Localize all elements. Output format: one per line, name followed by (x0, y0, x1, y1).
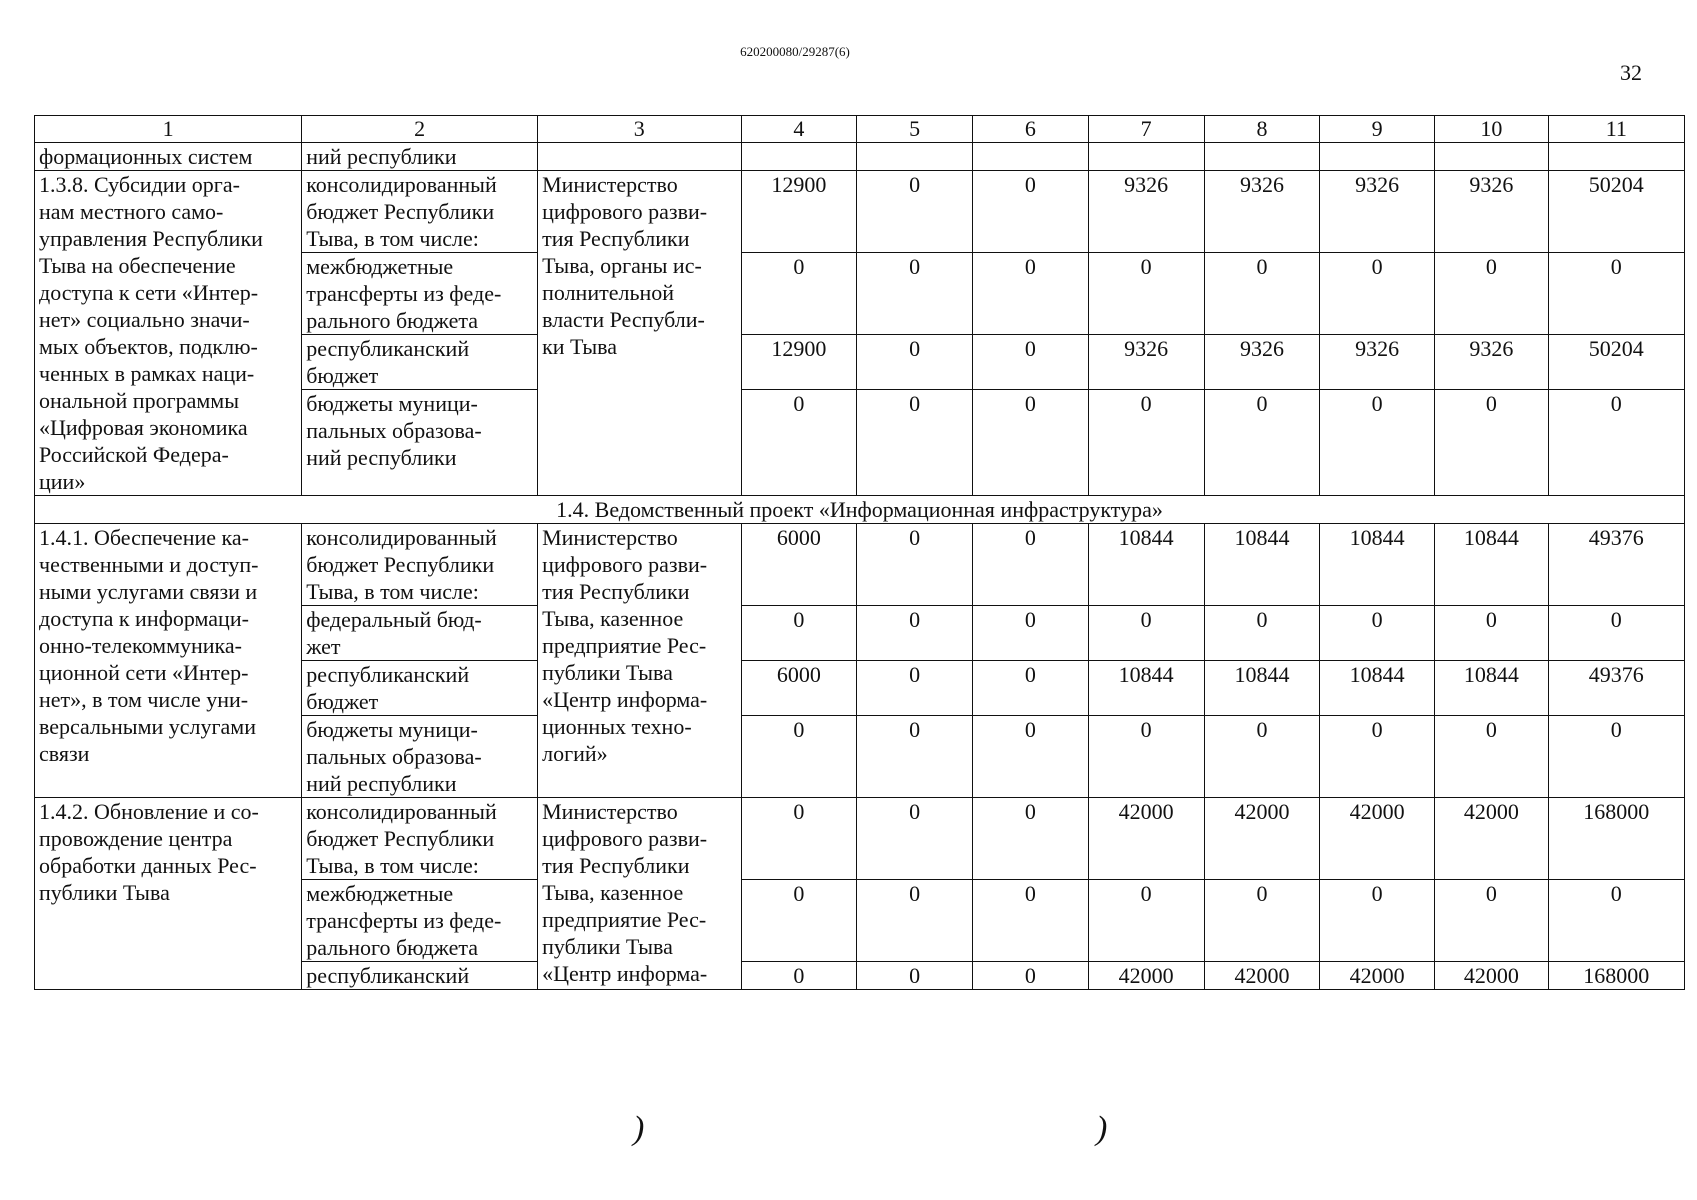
value-cell: 0 (741, 798, 857, 880)
value-cell: 0 (741, 253, 857, 335)
funding-source: республиканский (302, 962, 538, 990)
table-row (35, 171, 1685, 253)
value-cell: 42000 (1088, 798, 1204, 880)
empty-cell (973, 143, 1089, 171)
value-cell: 6000 (741, 661, 857, 716)
value-cell: 0 (1204, 390, 1320, 496)
value-cell: 168000 (1548, 962, 1684, 990)
value-cell: 9326 (1435, 171, 1549, 253)
value-cell: 12900 (741, 171, 857, 253)
value-cell: 42000 (1204, 962, 1320, 990)
value-cell: 42000 (1320, 962, 1435, 990)
value-cell: 10844 (1435, 524, 1549, 606)
value-cell: 0 (1435, 390, 1549, 496)
value-cell: 0 (1548, 606, 1684, 661)
continued-cell: формационных систем (35, 143, 302, 171)
column-header: 5 (857, 116, 973, 143)
column-header: 10 (1435, 116, 1549, 143)
column-header: 2 (302, 116, 538, 143)
value-cell: 0 (973, 524, 1089, 606)
empty-cell (1204, 143, 1320, 171)
value-cell: 10844 (1204, 661, 1320, 716)
value-cell: 0 (973, 171, 1089, 253)
funding-source: федеральный бюд- жет (302, 606, 538, 661)
value-cell: 0 (1435, 880, 1549, 962)
empty-cell (857, 143, 973, 171)
value-cell: 0 (1088, 606, 1204, 661)
value-cell: 9326 (1435, 335, 1549, 390)
value-cell: 0 (1435, 606, 1549, 661)
value-cell: 0 (857, 798, 973, 880)
funding-source: республиканский бюджет (302, 335, 538, 390)
funding-source: консолидированный бюджет Республики Тыва, в том числе: (302, 524, 538, 606)
scan-mark: ) (1096, 1110, 1108, 1147)
value-cell: 9326 (1204, 335, 1320, 390)
value-cell: 6000 (741, 524, 857, 606)
value-cell: 0 (857, 716, 973, 798)
value-cell: 42000 (1204, 798, 1320, 880)
value-cell: 0 (973, 880, 1089, 962)
value-cell: 50204 (1548, 335, 1684, 390)
value-cell: 0 (1204, 716, 1320, 798)
value-cell: 0 (1548, 390, 1684, 496)
value-cell: 0 (857, 253, 973, 335)
value-cell: 0 (857, 171, 973, 253)
value-cell: 0 (1548, 716, 1684, 798)
funding-source: бюджеты муници- пальных образова- ний республики (302, 716, 538, 798)
empty-cell (1435, 143, 1549, 171)
value-cell: 42000 (1320, 798, 1435, 880)
value-cell: 10844 (1088, 524, 1204, 606)
value-cell: 0 (973, 606, 1089, 661)
value-cell: 0 (1435, 253, 1549, 335)
column-header: 1 (35, 116, 302, 143)
scan-mark: ) (633, 1110, 645, 1147)
funding-source: консолидированный бюджет Республики Тыва, в том числе: (302, 798, 538, 880)
value-cell: 0 (1088, 253, 1204, 335)
value-cell: 0 (1088, 880, 1204, 962)
value-cell: 0 (1435, 716, 1549, 798)
value-cell: 0 (857, 962, 973, 990)
executor: Министерство цифрового разви- тия Республики Тыва, органы ис- полнительной власти Республи- ки Тыва (538, 171, 741, 496)
value-cell: 9326 (1320, 335, 1435, 390)
continued-row (35, 143, 1685, 171)
value-cell: 9326 (1204, 171, 1320, 253)
value-cell: 9326 (1088, 335, 1204, 390)
value-cell: 0 (1320, 390, 1435, 496)
funding-source: межбюджетные трансферты из феде- рального бюджета (302, 253, 538, 335)
value-cell: 0 (857, 661, 973, 716)
value-cell: 0 (973, 962, 1089, 990)
value-cell: 42000 (1088, 962, 1204, 990)
column-header: 9 (1320, 116, 1435, 143)
funding-source: республиканский бюджет (302, 661, 538, 716)
funding-source: консолидированный бюджет Республики Тыва, в том числе: (302, 171, 538, 253)
value-cell: 0 (741, 606, 857, 661)
value-cell: 0 (973, 335, 1089, 390)
value-cell: 10844 (1435, 661, 1549, 716)
value-cell: 10844 (1320, 524, 1435, 606)
value-cell: 0 (973, 661, 1089, 716)
column-header: 6 (973, 116, 1089, 143)
value-cell: 0 (741, 880, 857, 962)
value-cell: 0 (1204, 880, 1320, 962)
column-header: 11 (1548, 116, 1684, 143)
value-cell: 9326 (1320, 171, 1435, 253)
value-cell: 10844 (1320, 661, 1435, 716)
value-cell: 0 (1088, 390, 1204, 496)
funding-source: межбюджетные трансферты из феде- рального бюджета (302, 880, 538, 962)
value-cell: 9326 (1088, 171, 1204, 253)
empty-cell (1320, 143, 1435, 171)
value-cell: 0 (973, 390, 1089, 496)
empty-cell (741, 143, 857, 171)
value-cell: 0 (973, 253, 1089, 335)
continued-cell: ний республики (302, 143, 538, 171)
value-cell: 0 (857, 880, 973, 962)
column-header: 3 (538, 116, 741, 143)
value-cell: 0 (741, 962, 857, 990)
table-row (35, 524, 1685, 606)
value-cell: 42000 (1435, 962, 1549, 990)
document-id: 620200080/29287(6) (740, 44, 850, 59)
value-cell: 0 (857, 524, 973, 606)
header-row (35, 116, 1685, 143)
value-cell: 0 (741, 390, 857, 496)
value-cell: 42000 (1435, 798, 1549, 880)
table-row (35, 798, 1685, 880)
page-number: 32 (1620, 60, 1642, 85)
column-header: 4 (741, 116, 857, 143)
executor: Министерство цифрового разви- тия Республики Тыва, казенное предприятие Рес- публики Тыва «Центр информа- (538, 798, 741, 990)
value-cell: 0 (1204, 253, 1320, 335)
value-cell: 49376 (1548, 524, 1684, 606)
column-header: 7 (1088, 116, 1204, 143)
value-cell: 0 (741, 716, 857, 798)
value-cell: 0 (1320, 253, 1435, 335)
value-cell: 0 (1204, 606, 1320, 661)
value-cell: 0 (1320, 716, 1435, 798)
measure-name: 1.4.1. Обеспечение ка- чественными и доступ- ными услугами связи и доступа к информаци- онно-телекоммуника- ционной сети «Интер- нет», в том числе уни- версальными услугами связи (35, 524, 302, 798)
executor: Министерство цифрового разви- тия Республики Тыва, казенное предприятие Рес- публики Тыва «Центр информа- ционных техно- логий» (538, 524, 741, 798)
value-cell: 0 (973, 798, 1089, 880)
empty-cell (1548, 143, 1684, 171)
empty-cell (1088, 143, 1204, 171)
value-cell: 0 (973, 716, 1089, 798)
measure-name: 1.3.8. Субсидии орга- нам местного само- управления Республики Тыва на обеспечение доступа к сети «Интер- нет» социально значи- мых объектов, подклю- ченных в рамках наци- ональной программы «Цифровая экономика Российской Федера- ции» (35, 171, 302, 496)
funding-source: бюджеты муници- пальных образова- ний республики (302, 390, 538, 496)
value-cell: 0 (1088, 716, 1204, 798)
value-cell: 49376 (1548, 661, 1684, 716)
value-cell: 10844 (1204, 524, 1320, 606)
value-cell: 10844 (1088, 661, 1204, 716)
value-cell: 12900 (741, 335, 857, 390)
value-cell: 0 (1548, 880, 1684, 962)
value-cell: 50204 (1548, 171, 1684, 253)
budget-table (34, 115, 1685, 990)
measure-name: 1.4.2. Обновление и со- провождение центра обработки данных Рес- публики Тыва (35, 798, 302, 990)
value-cell: 0 (1548, 253, 1684, 335)
empty-cell (538, 143, 741, 171)
value-cell: 0 (857, 390, 973, 496)
column-header: 8 (1204, 116, 1320, 143)
value-cell: 0 (857, 606, 973, 661)
value-cell: 168000 (1548, 798, 1684, 880)
value-cell: 0 (857, 335, 973, 390)
value-cell: 0 (1320, 880, 1435, 962)
value-cell: 0 (1320, 606, 1435, 661)
section-row (35, 496, 1685, 524)
section-title: 1.4. Ведомственный проект «Информационная инфраструктура» (35, 496, 1685, 524)
